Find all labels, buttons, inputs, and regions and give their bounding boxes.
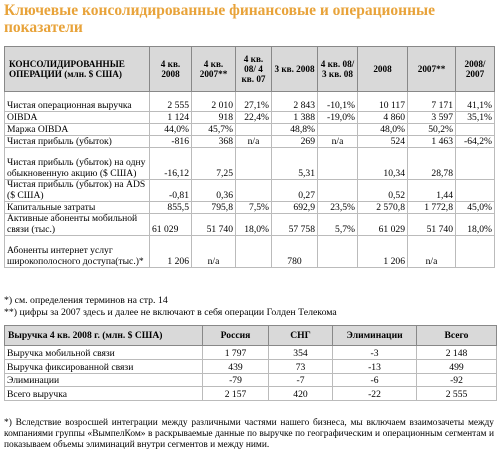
header-cell: СНГ [269, 326, 333, 346]
table-cell: -79 [203, 373, 269, 387]
header-cell: Элиминации [333, 326, 417, 346]
table-cell: -6 [333, 373, 417, 387]
table-cell: 1 206 [150, 236, 192, 268]
table-cell: 2 010 [192, 92, 236, 112]
table-cell: -92 [417, 373, 497, 387]
table-cell: -64,2% [456, 136, 495, 148]
table-cell: 48,8% [272, 124, 318, 136]
table-cell: 1 206 [358, 236, 408, 268]
table-cell: 1,44 [408, 180, 456, 202]
table-row [5, 180, 495, 202]
header-cell: 2007** [408, 47, 456, 92]
table-cell: 2 843 [272, 92, 318, 112]
table-cell: 269 [272, 136, 318, 148]
row-label: Выручка фиксированной связи [5, 359, 203, 373]
table-row [5, 136, 495, 148]
table-cell: 57 758 [272, 214, 318, 236]
table-cell: n/a [318, 136, 358, 148]
table-cell: 28,78 [408, 148, 456, 180]
table-cell: -16,12 [150, 148, 192, 180]
header-cell: Выручка 4 кв. 2008 г. (млн. $ США) [5, 326, 203, 346]
table-cell: 18,0% [456, 214, 495, 236]
row-label: Чистая прибыль (убыток) на одну обыкновенную акцию ($ США) [5, 148, 150, 180]
row-label: OIBDA [5, 112, 150, 124]
table-cell: 41,1% [456, 92, 495, 112]
table-notes [4, 295, 337, 319]
table-cell: 1 797 [203, 346, 269, 360]
key-indicators-table [4, 46, 495, 268]
table-cell: 51 740 [192, 214, 236, 236]
table-cell: 3 597 [408, 112, 456, 124]
table-cell: 73 [269, 359, 333, 373]
table-cell: 1 463 [408, 136, 456, 148]
table-row [5, 148, 495, 180]
table-cell: 795,8 [192, 202, 236, 214]
table-cell: 7 171 [408, 92, 456, 112]
table-cell: 23,5% [318, 202, 358, 214]
table-cell: 7,5% [236, 202, 272, 214]
table-cell: 45,7% [192, 124, 236, 136]
header-cell: КОНСОЛИДИРОВАННЫЕ ОПЕРАЦИИ (млн. $ США) [5, 47, 150, 92]
table-cell [236, 236, 272, 268]
table-cell: 855,5 [150, 202, 192, 214]
table-cell [456, 148, 495, 180]
row-label: Чистая прибыль (убыток) на ADS ($ США) [5, 180, 150, 202]
table-cell [318, 124, 358, 136]
table-cell: 10 117 [358, 92, 408, 112]
table-cell: -7 [269, 373, 333, 387]
row-label: Активные абоненты мобильной связи (тыс.) [5, 214, 150, 236]
table-cell: 1 388 [272, 112, 318, 124]
table-cell: 0,27 [272, 180, 318, 202]
page-title: Ключевые консолидированные финансовые и операционные показатели [4, 2, 436, 36]
row-label: Абоненты интернет услуг широкополосного доступа(тыс.)* [5, 236, 150, 268]
table-cell: 0,52 [358, 180, 408, 202]
revenue-segments-table [4, 325, 497, 401]
table-row [5, 214, 495, 236]
table-cell: 354 [269, 346, 333, 360]
table-cell: 2 148 [417, 346, 497, 360]
table-header-row [5, 47, 495, 92]
header-cell: Россия [203, 326, 269, 346]
table-row [5, 92, 495, 112]
table-cell: -10,1% [318, 92, 358, 112]
note-line: **) цифры за 2007 здесь и далее не включают в себя операции Голден Телекома [4, 307, 337, 318]
table-cell: -19,0% [318, 112, 358, 124]
table-row [5, 202, 495, 214]
header-cell: 4 кв. 2007** [192, 47, 236, 92]
table-cell: 4 860 [358, 112, 408, 124]
table-cell: 7,25 [192, 148, 236, 180]
header-cell: 4 кв. 2008 [150, 47, 192, 92]
table-cell: n/a [236, 136, 272, 148]
table-cell: 692,9 [272, 202, 318, 214]
table-cell: 2 555 [417, 387, 497, 401]
header-cell: 4 кв. 08/ 3 кв. 08 [318, 47, 358, 92]
table-cell: 2 555 [150, 92, 192, 112]
table-cell: 44,0% [150, 124, 192, 136]
table-row [5, 373, 497, 387]
table-cell: 61 029 [358, 214, 408, 236]
table-cell: -3 [333, 346, 417, 360]
table-cell [456, 180, 495, 202]
table-row [5, 387, 497, 401]
table-cell [318, 180, 358, 202]
table-cell: 918 [192, 112, 236, 124]
table-cell: 780 [272, 236, 318, 268]
table-cell: 2 570,8 [358, 202, 408, 214]
row-label: Капитальные затраты [5, 202, 150, 214]
header-cell: 3 кв. 2008 [272, 47, 318, 92]
table-cell [456, 236, 495, 268]
row-label: Маржа OIBDA [5, 124, 150, 136]
table-cell: 1 124 [150, 112, 192, 124]
table-cell [236, 148, 272, 180]
table-cell: 1 772,8 [408, 202, 456, 214]
header-cell: Всего [417, 326, 497, 346]
table-cell: 524 [358, 136, 408, 148]
table-cell: 5,31 [272, 148, 318, 180]
table-cell: -13 [333, 359, 417, 373]
row-label: Всего выручка [5, 387, 203, 401]
table-cell: -816 [150, 136, 192, 148]
table-cell: 420 [269, 387, 333, 401]
row-label: Элиминации [5, 373, 203, 387]
table-cell: 35,1% [456, 112, 495, 124]
table-cell: 499 [417, 359, 497, 373]
table-header-row [5, 326, 497, 346]
header-cell: 4 кв. 08/ 4 кв. 07 [236, 47, 272, 92]
table-cell: 50,2% [408, 124, 456, 136]
table-cell [236, 180, 272, 202]
table-cell: 0,36 [192, 180, 236, 202]
table-cell [236, 124, 272, 136]
table-cell: n/a [192, 236, 236, 268]
table-cell [318, 148, 358, 180]
table-cell: 61 029 [150, 214, 192, 236]
table-cell: 10,34 [358, 148, 408, 180]
table-row [5, 359, 497, 373]
header-cell: 2008 [358, 47, 408, 92]
table-cell [318, 236, 358, 268]
header-cell: 2008/ 2007 [456, 47, 495, 92]
table-cell [456, 124, 495, 136]
table-row [5, 112, 495, 124]
table-row [5, 124, 495, 136]
table-cell: 22,4% [236, 112, 272, 124]
table-row [5, 236, 495, 268]
table-cell: 368 [192, 136, 236, 148]
segment-footnote: *) Вследствие возросшей интеграции между различными частями нашего бизнеса, мы включаем взаимозачеты между компаниями группы «ВымпелКом» в раскрываемые данные по выручке по географическим и операционным сегментам и показываем объемы элиминаций внутри сегментов и между ними. [4, 418, 494, 450]
table-cell: 2 157 [203, 387, 269, 401]
table-cell: 18,0% [236, 214, 272, 236]
table-cell: 51 740 [408, 214, 456, 236]
row-label: Чистая операционная выручка [5, 92, 150, 112]
row-label: Выручка мобильной связи [5, 346, 203, 360]
table-cell: -22 [333, 387, 417, 401]
table-cell: 27,1% [236, 92, 272, 112]
table-cell: n/a [408, 236, 456, 268]
table-cell: -0,81 [150, 180, 192, 202]
table-row [5, 346, 497, 360]
table-cell: 45,0% [456, 202, 495, 214]
table-cell: 48,0% [358, 124, 408, 136]
table-cell: 439 [203, 359, 269, 373]
row-label: Чистая прибыль (убыток) [5, 136, 150, 148]
table-cell: 5,7% [318, 214, 358, 236]
note-line: *) см. определения терминов на стр. 14 [4, 295, 168, 306]
